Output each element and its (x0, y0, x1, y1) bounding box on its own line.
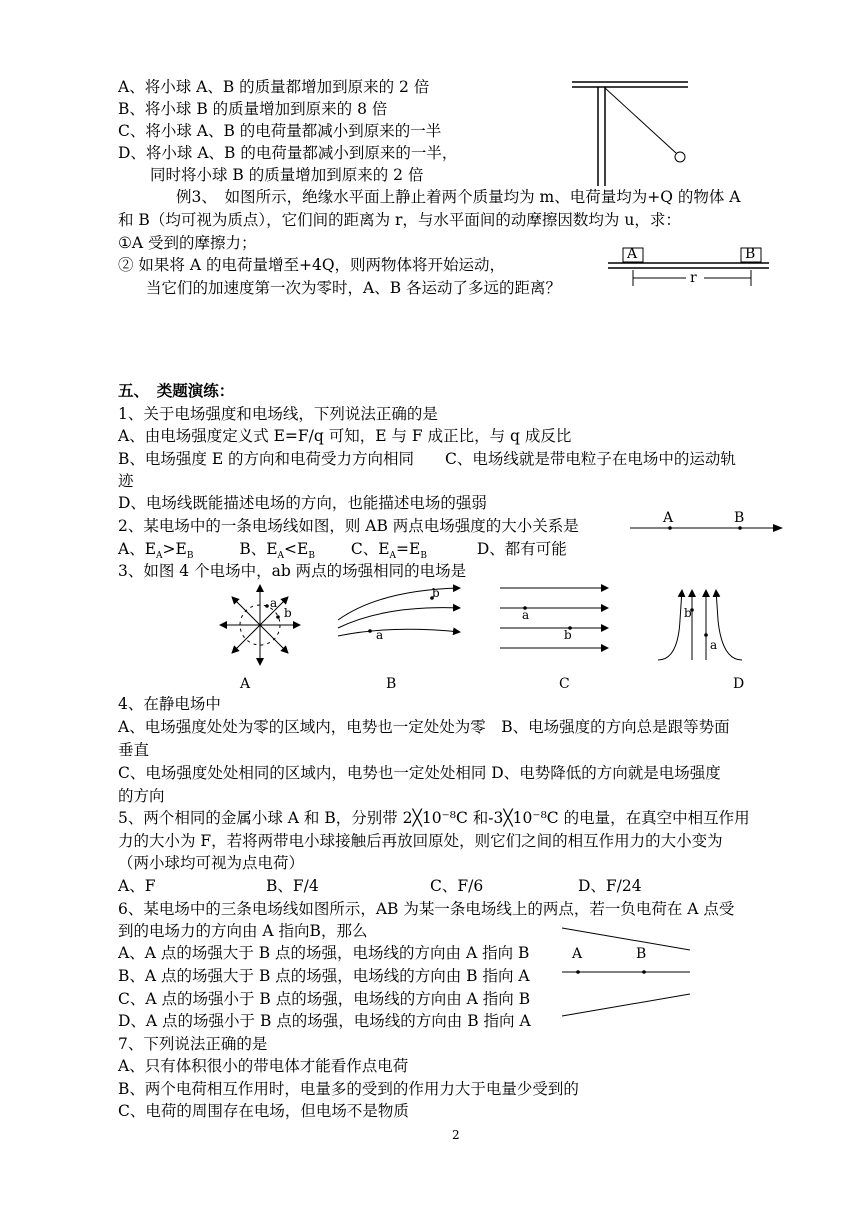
example-title: 例3、 如图所示，绝缘水平面上静止着两个质量均为 m、电荷量均为+Q 的物体 A (176, 188, 741, 206)
field-c-uniform (500, 588, 608, 648)
option-line: C、电场强度处处相同的区域内，电势也一定处处相同 D、电势降低的方向就是电场强度 (118, 764, 721, 782)
q2-option-d: D、都有可能 (476, 540, 567, 558)
question-line: ①A 受到的摩擦力； (118, 234, 257, 252)
section-heading: 五、 类题演练： (118, 381, 235, 400)
distance-label: r (690, 270, 697, 286)
question-line: 力的大小为 F，若将两带电小球接触后再放回原处，则它们之间的相互作用力的大小变为 (118, 832, 723, 850)
fig-d-point-b: b (684, 606, 692, 620)
fig-a-point-a: a (270, 596, 278, 610)
option-line: A、由电场强度定义式 E=F/q 可知，E 与 F 成正比，与 q 成反比 (118, 427, 572, 445)
option-line: B、两个电荷相互作用时，电量多的受到的作用力大于电量少受到的 (118, 1080, 579, 1098)
q5-options (118, 875, 642, 897)
option-line: 的方向 (118, 787, 165, 805)
point-a-label: A (663, 510, 674, 526)
q2-option-a: A、$E_A>E_B$ (118, 540, 194, 562)
box-b-label: B (745, 246, 756, 262)
option-line: 同时将小球 B 的质量增加到原来的 2 倍 (150, 166, 424, 184)
figure-label-c: C (559, 676, 570, 692)
q5-option-d: D、F/24 (578, 877, 642, 895)
q2-field-line-figure (625, 516, 785, 538)
q5-option-a: A、F (118, 877, 156, 895)
field-a-radial (220, 585, 300, 665)
question-line: （两小球均可视为点电荷） (118, 854, 305, 872)
text-line: 和 B（均可视为质点），它们间的距离为 r，与水平面间的动摩擦因数均为 u，求： (118, 211, 681, 229)
question-line: 当它们的加速度第一次为零时，A、B 各运动了多远的距离？ (146, 279, 562, 297)
q6-point-b-label: B (636, 946, 647, 962)
fig-c-point-a: a (522, 608, 530, 622)
option-line: C、电荷的周围存在电场，但电场不是物质 (118, 1102, 409, 1120)
question-line: ② 如果将 A 的电荷量增至+4Q，则两物体将开始运动， (118, 256, 506, 274)
option-line: A、电场强度处处为零的区域内，电势也一定处处为零 B、电场强度的方向总是跟等势面 (118, 718, 730, 736)
page-number: 2 (452, 1128, 460, 1142)
option-line: B、电场强度 E 的方向和电荷受力方向相同 C、电场线就是带电粒子在电场中的运动轨 (118, 450, 736, 468)
fig-b-point-b: b (432, 586, 440, 600)
option-line: 迹 (118, 472, 134, 490)
option-line: A、A 点的场强大于 B 点的场强，电场线的方向由 A 指向 B (118, 944, 530, 962)
point-b-label: B (734, 510, 745, 526)
q6-field-lines-figure (560, 922, 695, 1022)
q5-option-b: B、F/4 (266, 877, 319, 895)
option-line: A、将小球 A、B 的质量都增加到原来的 2 倍 (118, 78, 430, 96)
fig-c-point-b: b (564, 628, 572, 642)
q2-option-b: B、$E_A<E_B$ (239, 540, 315, 562)
figure-label-a: A (240, 676, 251, 692)
q2-option-c: C、$E_A=E_B$ (350, 540, 427, 562)
field-b-curved (338, 588, 460, 636)
question-line: 到的电场力的方向由 A 指向B，那么 (118, 922, 368, 940)
option-line: D、A 点的场强小于 B 点的场强，电场线的方向由 B 指向 A (118, 1012, 531, 1030)
question-line: 6、某电场中的三条电场线如图所示，AB 为某一条电场线上的两点，若一负电荷在 A 点受 (118, 900, 735, 918)
option-line: D、将小球 A、B 的电荷量都减小到原来的一半， (118, 144, 458, 162)
option-line: C、将小球 A、B 的电荷量都减小到原来的一半 (118, 122, 442, 140)
fig-b-point-a: a (376, 628, 384, 642)
box-a-label: A (627, 246, 638, 262)
option-line: B、将小球 B 的质量增加到原来的 8 倍 (118, 100, 388, 118)
fig-a-point-b: b (284, 606, 292, 620)
option-line: B、A 点的场强大于 B 点的场强，电场线的方向由 B 指向 A (118, 967, 530, 985)
option-line: D、电场线既能描述电场的方向，也能描述电场的强弱 (118, 494, 487, 512)
option-line: C、A 点的场强小于 B 点的场强，电场线的方向由 A 指向 B (118, 990, 531, 1008)
question-line: 1、关于电场强度和电场线，下列说法正确的是 (118, 405, 438, 423)
question-line: 7、下列说法正确的是 (118, 1035, 268, 1053)
fig-d-point-a: a (710, 638, 718, 652)
q3-field-figures (210, 580, 810, 690)
figure-label-d: D (733, 676, 745, 692)
figure-label-b: B (386, 676, 397, 692)
pendulum-figure (570, 78, 695, 188)
option-line: 垂直 (118, 741, 150, 759)
question-line: 2、某电场中的一条电场线如图，则 AB 两点电场强度的大小关系是 (118, 517, 579, 535)
field-d-diverging (658, 590, 742, 660)
question-line: 5、两个相同的金属小球 A 和 B，分别带 2╳10⁻⁸C 和-3╳10⁻⁸C 的电量，在真空中相互作用 (118, 809, 750, 827)
option-line: A、只有体积很小的带电体才能看作点电荷 (118, 1057, 409, 1075)
q5-option-c: C、F/6 (430, 877, 484, 895)
question-line: 4、在静电场中 (118, 695, 221, 713)
question-line: 3、如图 4 个电场中，ab 两点的场强相同的电场是 (118, 562, 467, 580)
q6-point-a-label: A (572, 946, 583, 962)
